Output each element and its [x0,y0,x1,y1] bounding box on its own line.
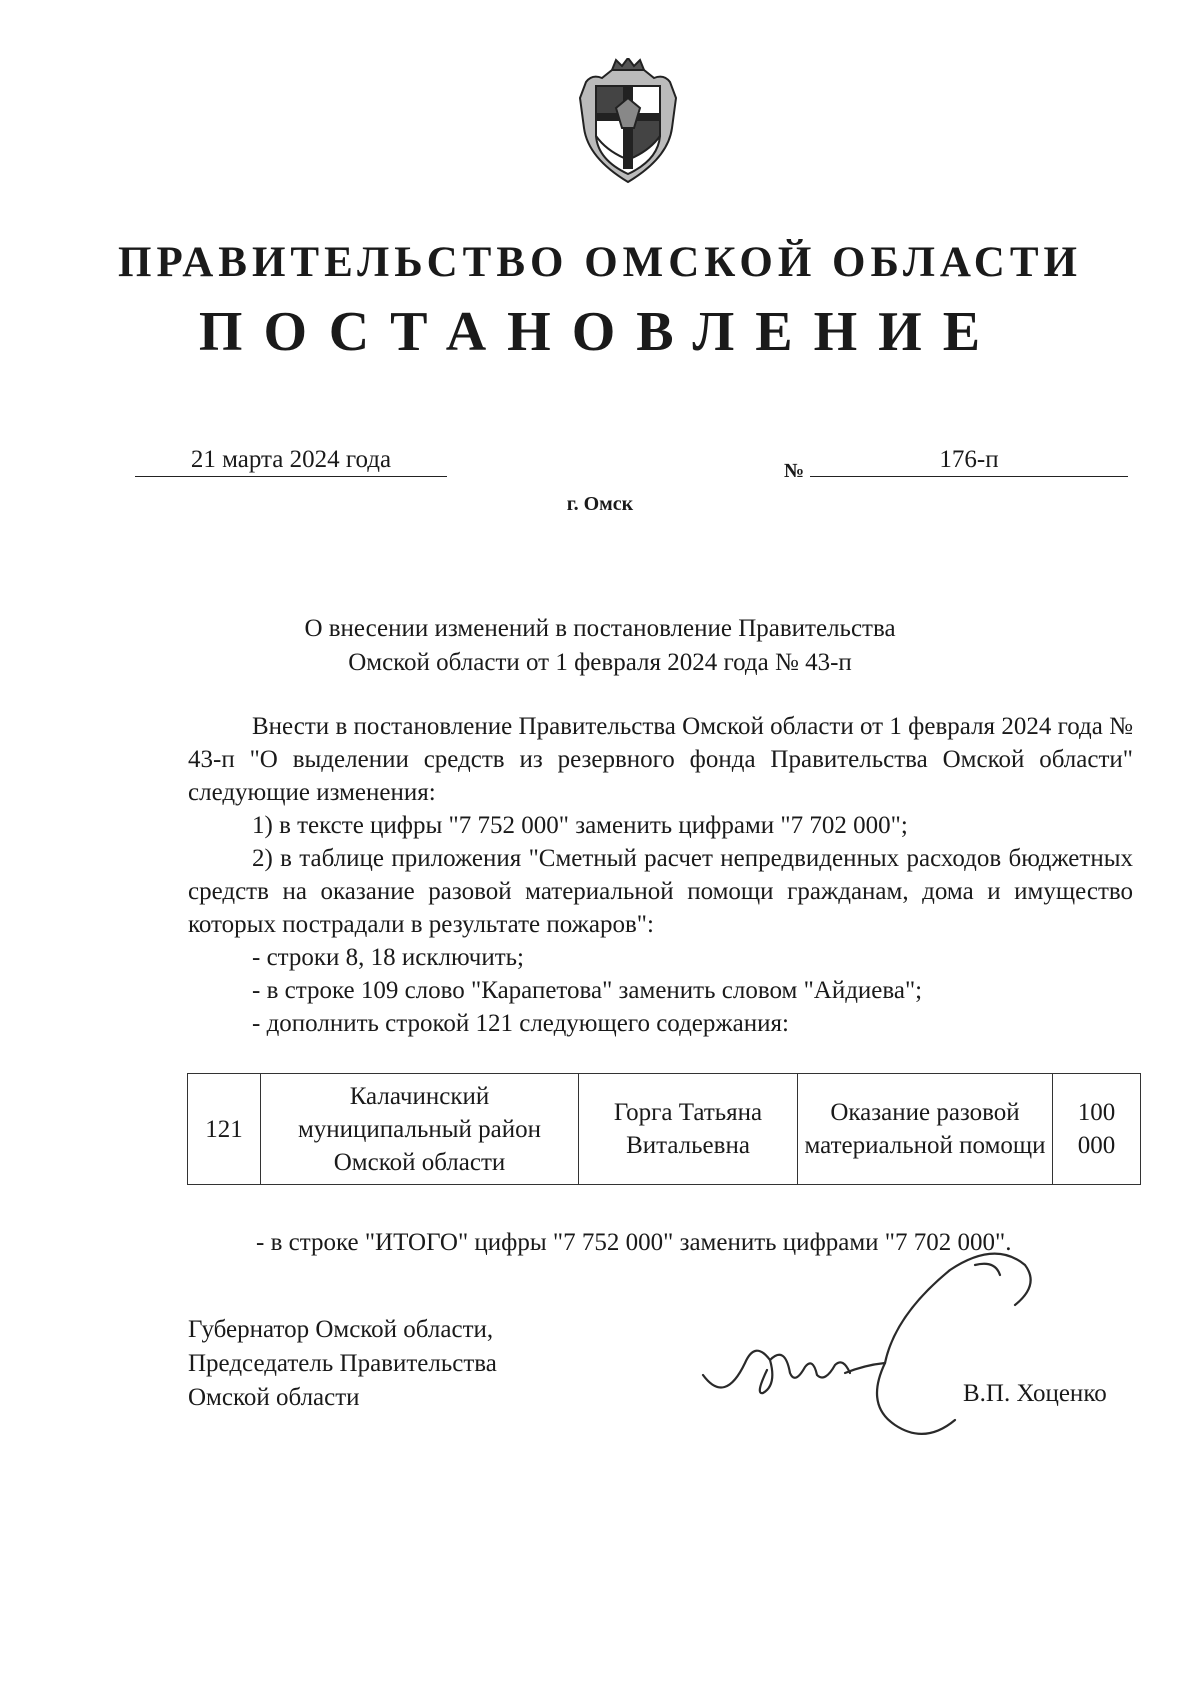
coat-of-arms-emblem [572,58,684,186]
row-number-cell: 121 [188,1074,261,1185]
amendment-table [187,1073,1141,1185]
signatory-title-line-2: Председатель Правительства [188,1350,497,1377]
document-body [188,710,1133,1040]
number-label: № [784,460,805,482]
signatory-title-line-1: Губернатор Омской области, [188,1316,494,1343]
signatory-title-line-3: Омской области [188,1384,360,1411]
subject-line-1: О внесении изменений в постановление Правительства [304,615,896,642]
table-row [188,1074,1141,1185]
document-number: 176-п [810,446,1128,477]
amendment-subitem-3: - дополнить строкой 121 следующего содержания: [252,1010,789,1037]
amendment-subitem-2: - в строке 109 слово "Карапетова" заменить словом "Айдиева"; [252,977,923,1004]
final-clause: - в строке "ИТОГО" цифры "7 752 000" заменить цифрами "7 702 000". [256,1229,1012,1256]
organization-title: ПРАВИТЕЛЬСТВО ОМСКОЙ ОБЛАСТИ [118,239,1082,286]
amendment-item-1: 1) в тексте цифры "7 752 000" заменить цифрами "7 702 000"; [252,812,908,839]
district-cell: Калачинский муниципальный район Омской области [261,1074,579,1185]
handwritten-signature [695,1245,1100,1455]
document-type-heading: ПОСТАНОВЛЕНИЕ [198,301,1002,363]
amount-cell: 100 000 [1053,1074,1141,1185]
subject-line-2: Омской области от 1 февраля 2024 года № 43-п [348,649,852,676]
signatory-title [188,1313,497,1415]
person-cell: Горга Татьяна Витальевна [579,1074,798,1185]
purpose-cell: Оказание разовой материальной помощи [798,1074,1053,1185]
amendment-item-2: 2) в таблице приложения "Сметный расчет непредвиденных расходов бюджетных средств на оказание разовой материальной помощи гражданам, дома и имущество которых пострадали в результате пожаров": [188,845,1133,938]
document-subject [150,612,1050,680]
signatory-name: В.П. Хоценко [963,1380,1107,1407]
amendment-subitem-1: - строки 8, 18 исключить; [252,944,524,971]
document-city: г. Омск [566,493,634,515]
intro-paragraph: Внести в постановление Правительства Омской области от 1 февраля 2024 года № 43-п "О выделении средств из резервного фонда Правительства Омской области" следующие изменения: [188,713,1133,806]
document-date: 21 марта 2024 года [135,446,447,477]
